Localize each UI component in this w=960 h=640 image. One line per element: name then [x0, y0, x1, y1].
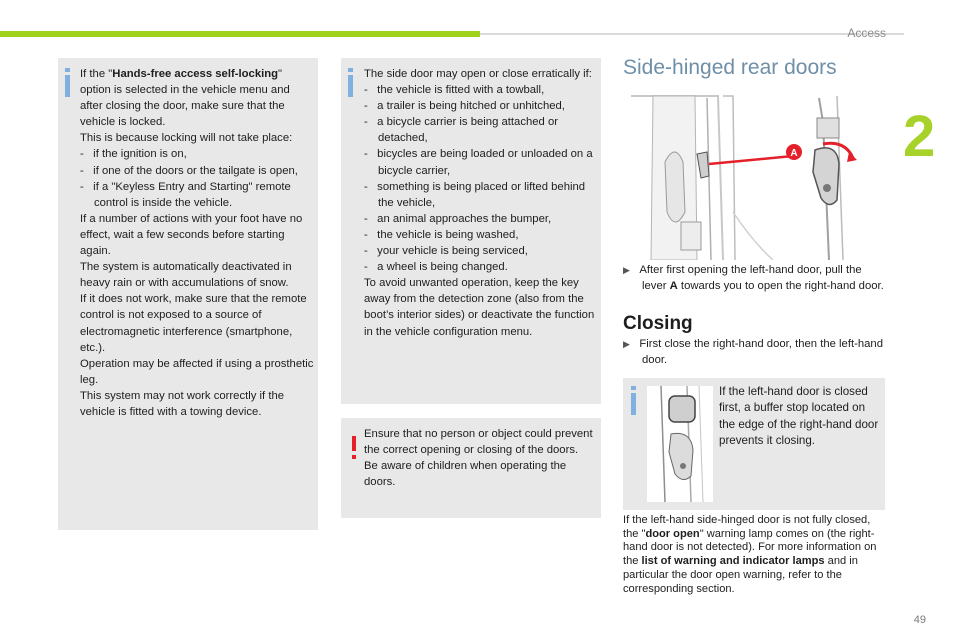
left-info-text: [80, 66, 314, 420]
note-line: - a trailer is being hitched or unhitched,: [364, 100, 565, 113]
note-line: - an animal approaches the bumper,: [364, 212, 552, 225]
info-icon: [348, 75, 353, 97]
note-line: - the vehicle is fitted with a towball,: [364, 84, 545, 97]
page-title: Side-hinged rear doors: [623, 56, 837, 79]
step-open-lever: ▶ After first opening the left-hand door, pull the lever A towards you to open the right-hand door.: [623, 264, 884, 292]
middle-info-text: [364, 66, 598, 340]
note-line: Ensure that no person or object could prevent the correct opening or closing of the doors.: [364, 428, 593, 457]
note-line: - a wheel is being changed.: [364, 261, 508, 274]
closing-heading: Closing: [623, 313, 693, 334]
note-line: This is because locking will not take place:: [80, 132, 293, 145]
info-icon: [631, 393, 636, 415]
section-label: Access: [847, 26, 886, 40]
info-icon: [65, 75, 70, 97]
note-line: - if a "Keyless Entry and Starting" remote control is inside the vehicle.: [80, 180, 291, 209]
note-line: If a number of actions with your foot have no effect, wait a few seconds before starting again.: [80, 212, 303, 258]
door-open-warning-note: If the left-hand side-hinged door is not fully closed, the "door open" warning lamp comes on (the right-hand door is not detected). For more information on the list of warning and indicator lamps and in particular the door open warning, refer to the corresponding section.: [623, 514, 877, 595]
step-closing-order: ▶ First close the right-hand door, then the left-hand door.: [623, 338, 883, 366]
note-line: option is selected in the vehicle menu and after closing the door, make sure that the vehicle is locked.: [80, 84, 290, 129]
header-rule: [480, 33, 904, 35]
bullet-triangle-icon: ▶: [623, 265, 630, 275]
note-line: If it does not work, make sure that the remote control is not exposed to a source of electromagnetic interference (smartphone, etc.).: [80, 293, 307, 354]
note-line: If the "Hands-free access self-locking": [80, 68, 283, 80]
warning-icon: [352, 436, 356, 451]
note-line: Be aware of children when operating the doors.: [364, 460, 567, 489]
header-accent-bar: [0, 31, 480, 37]
note-line: - a bicycle carrier is being attached or detached,: [364, 116, 559, 145]
note-line: - if the ignition is on,: [80, 148, 187, 161]
note-line: To avoid unwanted operation, keep the key away from the detection zone (also from the boot’s interior sides) or deactivate the function in the vehicle configuration menu.: [364, 277, 595, 338]
note-line: - the vehicle is being washed,: [364, 228, 519, 241]
note-line: - something is being placed or lifted behind the vehicle,: [364, 180, 586, 209]
warning-text: [364, 426, 596, 490]
closing-info-text: If the left-hand door is closed first, a buffer stop located on the edge of the right-hand door prevents it closing.: [719, 385, 879, 447]
bullet-triangle-icon: ▶: [623, 339, 630, 349]
note-line: - if one of the doors or the tailgate is open,: [80, 164, 298, 177]
note-line: This system may not work correctly if the vehicle is fitted with a towing device.: [80, 389, 285, 418]
note-line: - bicycles are being loaded or unloaded on a bicycle carrier,: [364, 148, 593, 177]
note-line: The side door may open or close erratically if:: [364, 68, 592, 80]
note-line: Operation may be affected if using a prosthetic leg.: [80, 357, 314, 386]
page-number: 49: [913, 614, 926, 626]
figure-callout-label: A: [790, 148, 798, 159]
chapter-number: 2: [903, 104, 936, 169]
note-line: The system is automatically deactivated in heavy rain or with accumulations of snow.: [80, 261, 292, 290]
buffer-stop-figure: [647, 386, 713, 502]
rear-doors-figure: [623, 92, 885, 260]
note-line: - your vehicle is being serviced,: [364, 245, 528, 258]
